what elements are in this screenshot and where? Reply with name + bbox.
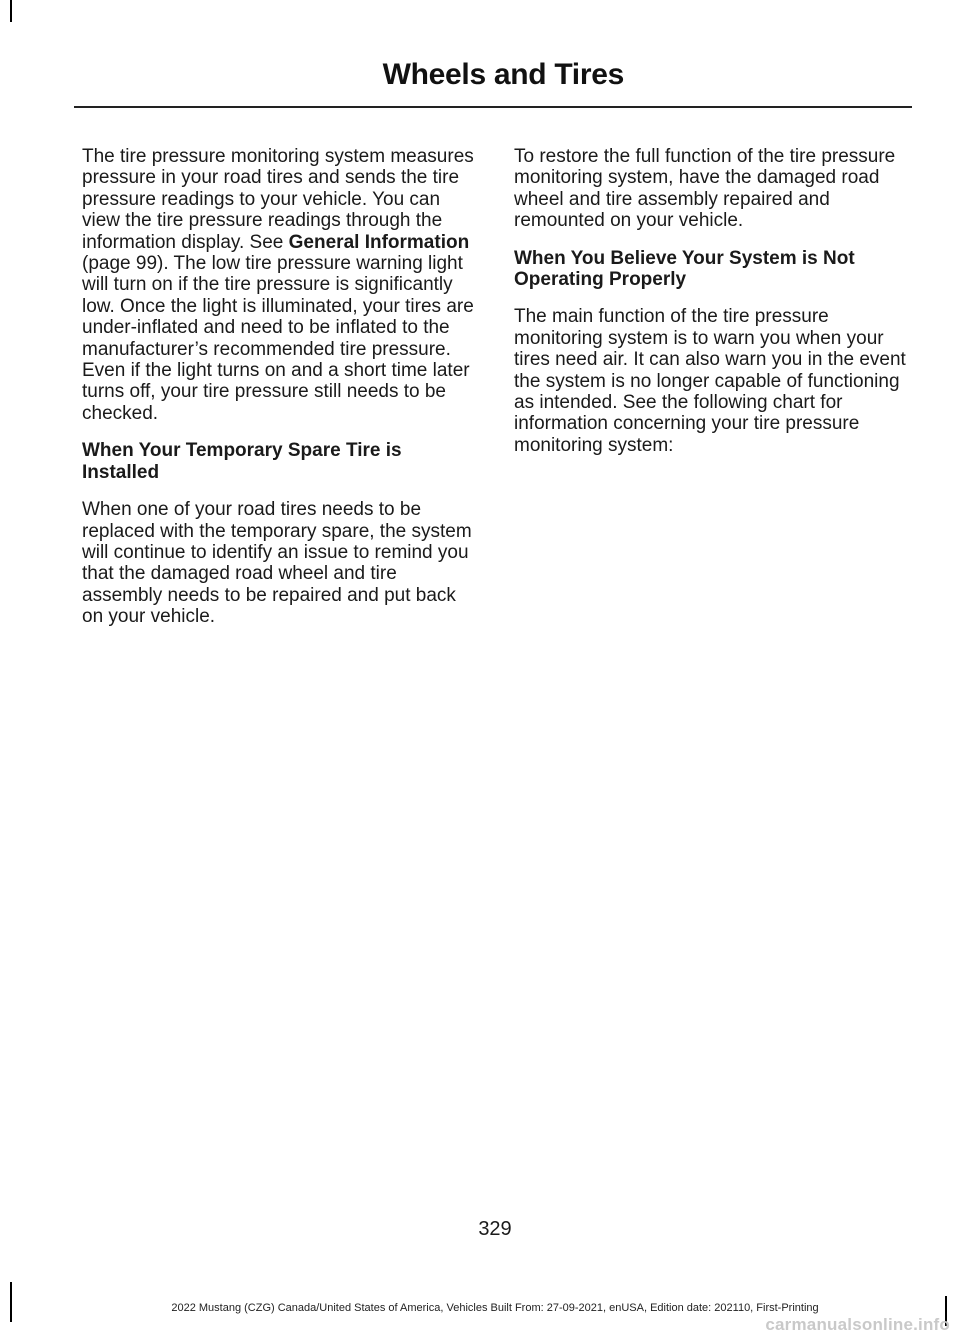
left-column	[82, 146, 474, 644]
watermark: carmanualsonline.info	[765, 1315, 950, 1334]
right-column	[514, 146, 906, 472]
section-heading-temporary-spare: When Your Temporary Spare Tire is Installed	[82, 440, 402, 483]
page-title: Wheels and Tires	[382, 58, 624, 91]
main-function-paragraph: The main function of the tire pressure monitoring system is to warn you when your tires need air. It can also warn you in the event the system is no longer capable of functioning as intended. See the following chart for information concerning your tire pressure monitoring system:	[514, 306, 906, 456]
crop-mark-top-left	[10, 0, 12, 22]
temporary-spare-paragraph: When one of your road tires needs to be replaced with the temporary spare, the system will continue to identify an issue to remind you that the damaged road wheel and tire assembly needs to be repaired and put back on your vehicle.	[82, 499, 472, 628]
page-number: 329	[478, 1218, 512, 1240]
section-heading-not-operating: When You Believe Your System is Not Operating Properly	[514, 247, 855, 291]
header-divider	[74, 106, 912, 108]
footer-edition-info: 2022 Mustang (CZG) Canada/United States of America, Vehicles Built From: 27-09-2021, enUSA, Edition date: 202110, First-Printing	[171, 1302, 819, 1314]
intro-paragraph: The tire pressure monitoring system measures pressure in your road tires and sends the tire pressure readings to your vehicle. You can view the tire pressure readings through the information display. See General Information (page 99). The low tire pressure warning light will turn on if the tire pressure is significantly low. Once the light is illuminated, your tires are under-inflated and need to be inflated to the manufacturer’s recommended tire pressure. Even if the light turns on and a short time later turns off, your tire pressure still needs to be checked.	[82, 146, 474, 424]
general-information-link[interactable]: General Information	[288, 231, 470, 253]
restore-function-paragraph: To restore the full function of the tire pressure monitoring system, have the damaged road wheel and tire assembly repaired and remounted on your vehicle.	[514, 146, 896, 232]
